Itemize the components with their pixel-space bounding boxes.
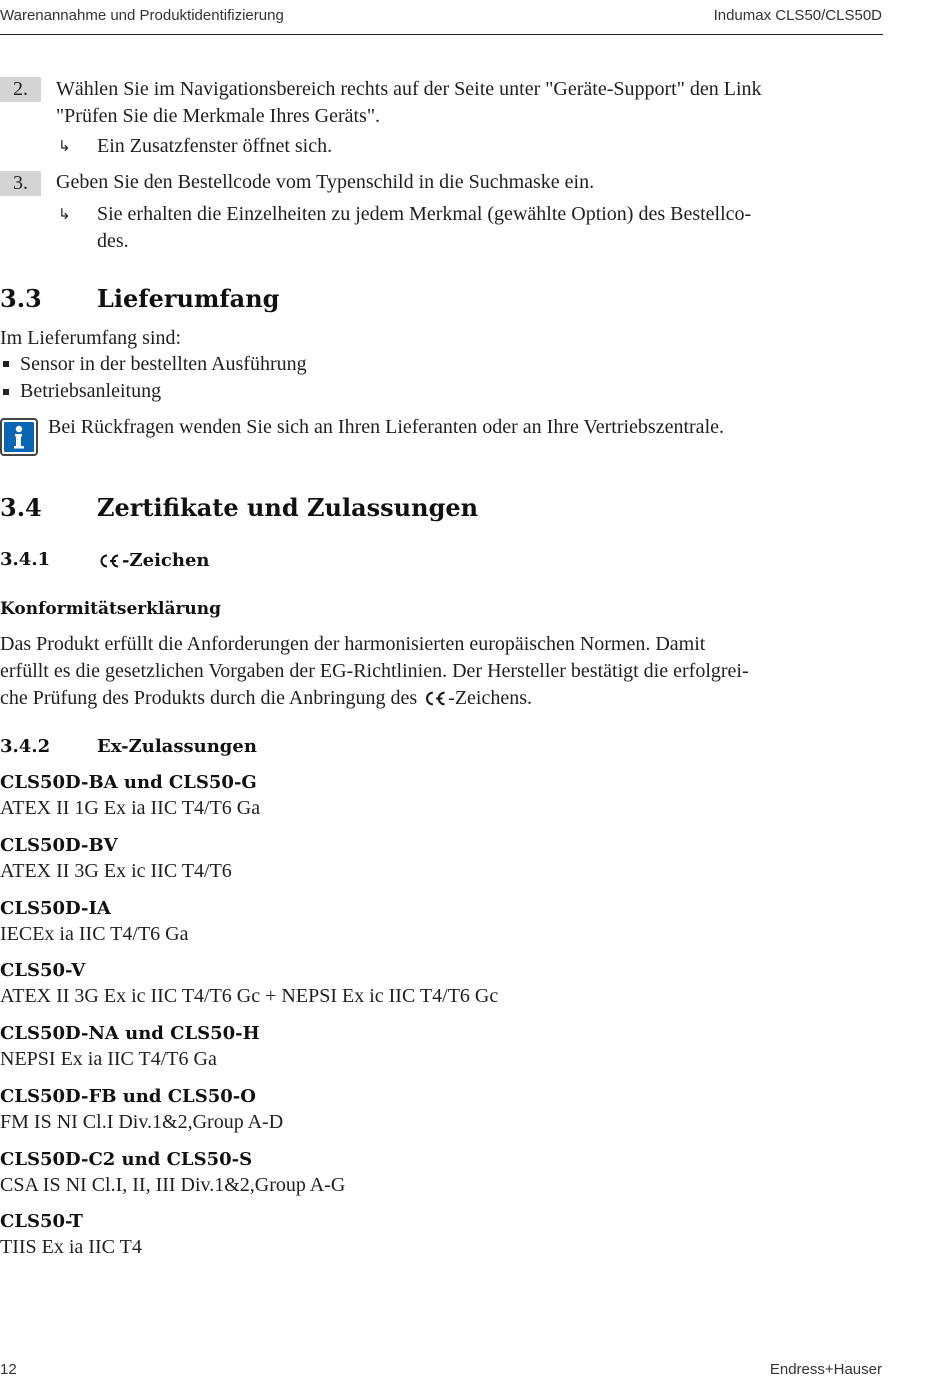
- paragraph-line: Das Produkt erfüllt die Anforderungen der harmonisierten europäischen Normen. Damit: [0, 633, 706, 655]
- approval-title: CLS50-V: [0, 960, 86, 981]
- approval-text: TIIS Ex ia IIC T4: [0, 1236, 142, 1258]
- step-number: 3.: [0, 171, 41, 196]
- section-title: Zertifikate und Zulassungen: [97, 493, 479, 522]
- step-result: des.: [97, 230, 129, 252]
- step-text: "Prüfen Sie die Merkmale Ihres Geräts".: [56, 105, 381, 127]
- approval-text: FM IS NI Cl.I Div.1&2,Group A-D: [0, 1111, 284, 1133]
- header-chapter: Warenannahme und Produktidentifizierung: [0, 7, 284, 24]
- approval-title: CLS50D-BA und CLS50-G: [0, 772, 257, 793]
- step-number: 2.: [0, 77, 41, 102]
- approval-title: CLS50D-IA: [0, 898, 111, 919]
- section-number: 3.4: [0, 493, 42, 522]
- approval-text: CSA IS NI Cl.I, II, III Div.1&2,Group A-G: [0, 1174, 346, 1196]
- approval-text: ATEX II 1G Ex ia IIC T4/T6 Ga: [0, 797, 261, 819]
- ce-mark-icon: [97, 553, 121, 569]
- header-rule: [0, 34, 883, 35]
- approval-text: ATEX II 3G Ex ic IIC T4/T6 Gc + NEPSI Ex ic IIC T4/T6 Gc: [0, 985, 499, 1007]
- paragraph-text: che Prüfung des Produkts durch die Anbringung des: [0, 687, 423, 709]
- section-title: Lieferumfang: [97, 284, 280, 313]
- paragraph-text: -Zeichens.: [448, 687, 533, 709]
- paragraph-line: erfüllt es die gesetzlichen Vorgaben der EG-Richtlinien. Der Hersteller bestätigt die erfolgrei-: [0, 660, 749, 682]
- step-result: Sie erhalten die Einzelheiten zu jedem Merkmal (gewählte Option) des Bestellco-: [97, 203, 752, 225]
- subsection-title: [97, 550, 210, 571]
- approval-text: ATEX II 3G Ex ic IIC T4/T6: [0, 860, 232, 882]
- footer-brand: Endress+Hauser: [769, 1361, 882, 1378]
- page-number: 12: [0, 1361, 17, 1378]
- approval-text: IECEx ia IIC T4/T6 Ga: [0, 923, 189, 945]
- approval-title: CLS50-T: [0, 1211, 83, 1232]
- approval-title: CLS50D-C2 und CLS50-S: [0, 1149, 253, 1170]
- approval-text: NEPSI Ex ia IIC T4/T6 Ga: [0, 1048, 217, 1070]
- step-text: Geben Sie den Bestellcode vom Typenschild in die Suchmaske ein.: [56, 171, 595, 193]
- list-item: Sensor in der bestellten Ausführung: [20, 353, 307, 375]
- subsection-number: 3.4.2: [0, 736, 51, 757]
- header-product: Indumax CLS50/CLS50D: [713, 7, 882, 24]
- paragraph-line: [0, 685, 532, 712]
- subsection-number: 3.4.1: [0, 549, 51, 570]
- list-item: Betriebsanleitung: [20, 380, 162, 402]
- info-note: Bei Rückfragen wenden Sie sich an Ihren Lieferanten oder an Ihre Vertriebszentrale.: [48, 416, 724, 438]
- ce-mark-icon: [422, 690, 448, 707]
- subheading: Konformitätserklärung: [0, 599, 222, 619]
- approval-title: CLS50D-FB und CLS50-O: [0, 1086, 256, 1107]
- subsection-title: Ex-Zulassungen: [97, 736, 257, 757]
- approval-title: CLS50D-BV: [0, 835, 118, 856]
- bullet-icon: [3, 389, 9, 395]
- approval-title: CLS50D-NA und CLS50-H: [0, 1023, 260, 1044]
- bullet-icon: [3, 361, 9, 367]
- result-arrow-icon: ↳: [58, 137, 71, 155]
- step-text: Wählen Sie im Navigationsbereich rechts auf der Seite unter "Geräte-Support" den Link: [56, 78, 762, 100]
- result-arrow-icon: ↳: [58, 205, 71, 223]
- section-intro: Im Lieferumfang sind:: [0, 327, 182, 349]
- subsection-title-text: -Zeichen: [122, 550, 210, 571]
- section-number: 3.3: [0, 284, 42, 313]
- info-icon: [0, 418, 38, 456]
- step-result: Ein Zusatzfenster öffnet sich.: [97, 135, 333, 157]
